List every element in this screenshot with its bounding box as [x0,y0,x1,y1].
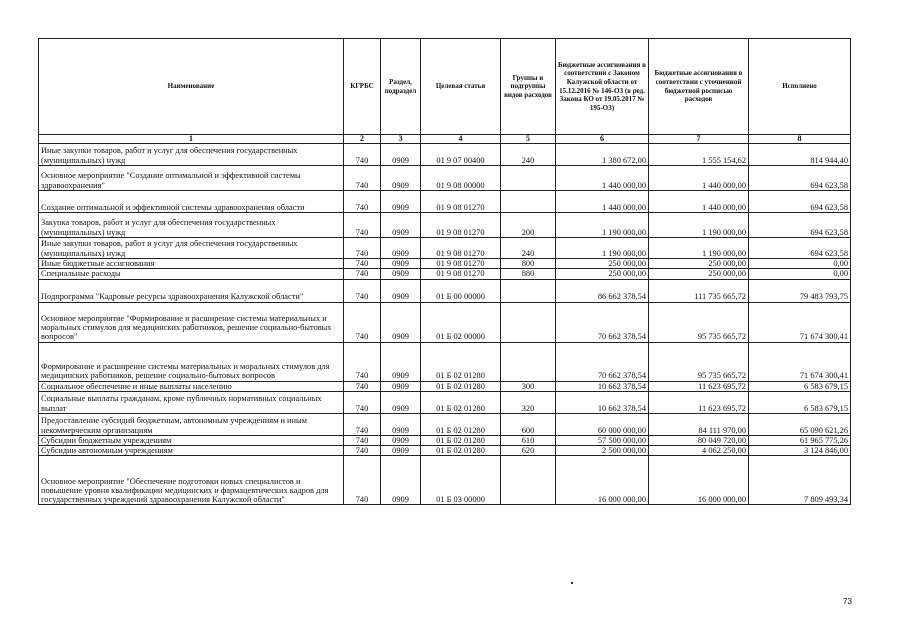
table-row [39,191,851,213]
cell-law: 1 380 672,00 [556,144,649,166]
cell-executed: 694 623,58 [749,191,851,213]
cell-executed: 3 124 846,00 [749,446,851,456]
cell-name: Создание оптимальной и эффективной системы здравоохранения области [39,191,344,213]
cell-group [501,166,556,191]
cell-kgrbs: 740 [344,269,381,279]
cell-name: Основное мероприятие "Обеспечение подготовки новых специалистов и повышение уровня квалификации медицинских и фармацевтических кадров для государственных учреждений здравоохранения Калужской области" [39,456,344,505]
cell-section: 0909 [381,381,421,391]
cell-section: 0909 [381,446,421,456]
cell-kgrbs: 740 [344,279,381,302]
cell-kgrbs: 740 [344,413,381,435]
column-number: 3 [381,135,421,144]
cell-group: 800 [501,259,556,269]
cell-target: 01 9 08 01270 [421,259,501,269]
cell-kgrbs: 740 [344,191,381,213]
cell-name: Закупка товаров, работ и услуг для обеспечения государственных (муниципальных) нужд [39,213,344,238]
cell-name: Иные закупки товаров, работ и услуг для обеспечения государственных (муниципальных) нужд [39,144,344,166]
table-row [39,144,851,166]
cell-refined: 4 062 250,00 [649,446,749,456]
cell-group: 600 [501,413,556,435]
cell-target: 01 Б 02 01280 [421,446,501,456]
header-name: Наименование [39,39,344,135]
cell-section: 0909 [381,191,421,213]
column-number: 1 [39,135,344,144]
cell-section: 0909 [381,413,421,435]
cell-target: 01 Б 02 01280 [421,413,501,435]
column-number: 5 [501,135,556,144]
cell-refined: 250 000,00 [649,269,749,279]
cell-group: 240 [501,144,556,166]
cell-executed: 65 090 621,26 [749,413,851,435]
table-row [39,342,851,381]
header-kgrbs: КГРБС [344,39,381,135]
cell-section: 0909 [381,213,421,238]
table-row [39,446,851,456]
cell-kgrbs: 740 [344,435,381,445]
cell-target: 01 9 08 01270 [421,213,501,238]
cell-executed: 694 623,58 [749,213,851,238]
cell-executed: 0,00 [749,259,851,269]
table-row [39,213,851,238]
cell-kgrbs: 740 [344,144,381,166]
cell-name: Иные бюджетные ассигнования [39,259,344,269]
header-executed: Исполнено [749,39,851,135]
cell-name: Основное мероприятие "Создание оптимальной и эффективной системы здравоохранения" [39,166,344,191]
cell-name: Формирование и расширение системы материальных и моральных стимулов для медицинских работников, решение социально-бытовых вопросов [39,342,344,381]
cell-group [501,456,556,505]
cell-group [501,302,556,342]
cell-law: 1 440 000,00 [556,191,649,213]
cell-group: 880 [501,269,556,279]
cell-kgrbs: 740 [344,381,381,391]
cell-section: 0909 [381,238,421,259]
table-row [39,166,851,191]
cell-law: 86 662 378,54 [556,279,649,302]
cell-group: 620 [501,446,556,456]
cell-executed: 7 809 493,34 [749,456,851,505]
cell-law: 1 190 000,00 [556,213,649,238]
cell-executed: 694 623,58 [749,166,851,191]
cell-kgrbs: 740 [344,166,381,191]
cell-name: Субсидии автономным учреждениям [39,446,344,456]
cell-refined: 11 623 695,72 [649,381,749,391]
cell-law: 250 000,00 [556,259,649,269]
cell-target: 01 Б 02 01280 [421,435,501,445]
cell-section: 0909 [381,435,421,445]
cell-law: 250 000,00 [556,269,649,279]
cell-kgrbs: 740 [344,456,381,505]
cell-target: 01 Б 03 00000 [421,456,501,505]
header-target: Целевая статья [421,39,501,135]
column-number: 2 [344,135,381,144]
cell-kgrbs: 740 [344,238,381,259]
cell-refined: 11 623 695,72 [649,391,749,413]
column-number: 8 [749,135,851,144]
cell-kgrbs: 740 [344,259,381,269]
cell-kgrbs: 740 [344,391,381,413]
cell-law: 1 440 000,00 [556,166,649,191]
cell-law: 16 000 000,00 [556,456,649,505]
header-law: Бюджетные ассигнования в соответствии с Законом Калужской области от 15.12.2016 № 146-ОЗ (в ред. Закона КО от 19.05.2017 № 195-ОЗ) [556,39,649,135]
cell-refined: 16 000 000,00 [649,456,749,505]
cell-name: Специальные расходы [39,269,344,279]
cell-refined: 1 440 000,00 [649,166,749,191]
cell-law: 70 662 378,54 [556,302,649,342]
cell-section: 0909 [381,259,421,269]
header-groups: Группы и подгруппы видов расходов [501,39,556,135]
cell-section: 0909 [381,456,421,505]
cell-refined: 95 735 665,72 [649,302,749,342]
budget-table [38,38,851,505]
cell-target: 01 Б 00 00000 [421,279,501,302]
cell-refined: 1 440 000,00 [649,191,749,213]
cell-law: 10 662 378,54 [556,391,649,413]
cell-target: 01 9 08 00000 [421,166,501,191]
cell-section: 0909 [381,342,421,381]
cell-name: Предоставление субсидий бюджетным, автономным учреждениям и иным некоммерческим организациям [39,413,344,435]
cell-refined: 84 111 970,00 [649,413,749,435]
page-number: 73 [843,597,852,606]
table-row [39,238,851,259]
cell-group [501,279,556,302]
cell-section: 0909 [381,269,421,279]
cell-target: 01 Б 02 01280 [421,391,501,413]
column-number: 6 [556,135,649,144]
cell-group [501,342,556,381]
cell-executed: 814 944,40 [749,144,851,166]
cell-law: 70 662 378,54 [556,342,649,381]
cell-section: 0909 [381,279,421,302]
cell-law: 10 662 378,54 [556,381,649,391]
cell-group [501,191,556,213]
cell-refined: 95 735 665,72 [649,342,749,381]
table-row [39,456,851,505]
cell-name: Социальные выплаты гражданам, кроме публичных нормативных социальных выплат [39,391,344,413]
table-row [39,259,851,269]
cell-target: 01 9 07 00400 [421,144,501,166]
cell-law: 60 000 000,00 [556,413,649,435]
cell-group: 200 [501,213,556,238]
cell-executed: 0,00 [749,269,851,279]
cell-refined: 80 049 720,00 [649,435,749,445]
cell-kgrbs: 740 [344,446,381,456]
cell-executed: 6 583 679,15 [749,391,851,413]
cell-target: 01 9 08 01270 [421,238,501,259]
cell-group: 240 [501,238,556,259]
table-row [39,413,851,435]
column-number: 4 [421,135,501,144]
cell-target: 01 Б 02 00000 [421,302,501,342]
cell-section: 0909 [381,391,421,413]
cell-executed: 71 674 300,41 [749,342,851,381]
cell-kgrbs: 740 [344,302,381,342]
cell-refined: 1 555 154,62 [649,144,749,166]
cell-executed: 79 483 793,75 [749,279,851,302]
scan-speck [571,582,573,584]
cell-group: 300 [501,381,556,391]
header-refined: Бюджетные ассигнования в соответствии с уточненной бюджетной росписью расходов [649,39,749,135]
cell-law: 2 500 000,00 [556,446,649,456]
cell-target: 01 9 08 01270 [421,269,501,279]
cell-section: 0909 [381,166,421,191]
cell-section: 0909 [381,302,421,342]
cell-name: Субсидии бюджетным учреждениям [39,435,344,445]
table-row [39,381,851,391]
cell-target: 01 9 08 01270 [421,191,501,213]
cell-executed: 61 965 775,26 [749,435,851,445]
cell-kgrbs: 740 [344,213,381,238]
cell-executed: 694 623,58 [749,238,851,259]
header-section: Раздел, подраздел [381,39,421,135]
cell-target: 01 Б 02 01280 [421,342,501,381]
table-row [39,302,851,342]
cell-law: 1 190 000,00 [556,238,649,259]
cell-refined: 1 190 000,00 [649,238,749,259]
table-row [39,435,851,445]
table-row [39,279,851,302]
cell-group: 610 [501,435,556,445]
table-row [39,391,851,413]
column-number-row [39,135,851,144]
cell-name: Подпрограмма "Кадровые ресурсы здравоохранения Калужской области" [39,279,344,302]
cell-section: 0909 [381,144,421,166]
cell-target: 01 Б 02 01280 [421,381,501,391]
cell-executed: 71 674 300,41 [749,302,851,342]
cell-refined: 1 190 000,00 [649,213,749,238]
cell-group: 320 [501,391,556,413]
cell-refined: 250 000,00 [649,259,749,269]
cell-name: Иные закупки товаров, работ и услуг для обеспечения государственных (муниципальных) нужд [39,238,344,259]
cell-name: Социальное обеспечение и иные выплаты населению [39,381,344,391]
cell-executed: 6 583 679,15 [749,381,851,391]
table-row [39,269,851,279]
cell-kgrbs: 740 [344,342,381,381]
cell-name: Основное мероприятие "Формирование и расширение системы материальных и моральных стимулов для медицинских работников, решение социально-бытовых вопросов" [39,302,344,342]
cell-law: 57 500 000,00 [556,435,649,445]
cell-refined: 111 735 665,72 [649,279,749,302]
column-number: 7 [649,135,749,144]
